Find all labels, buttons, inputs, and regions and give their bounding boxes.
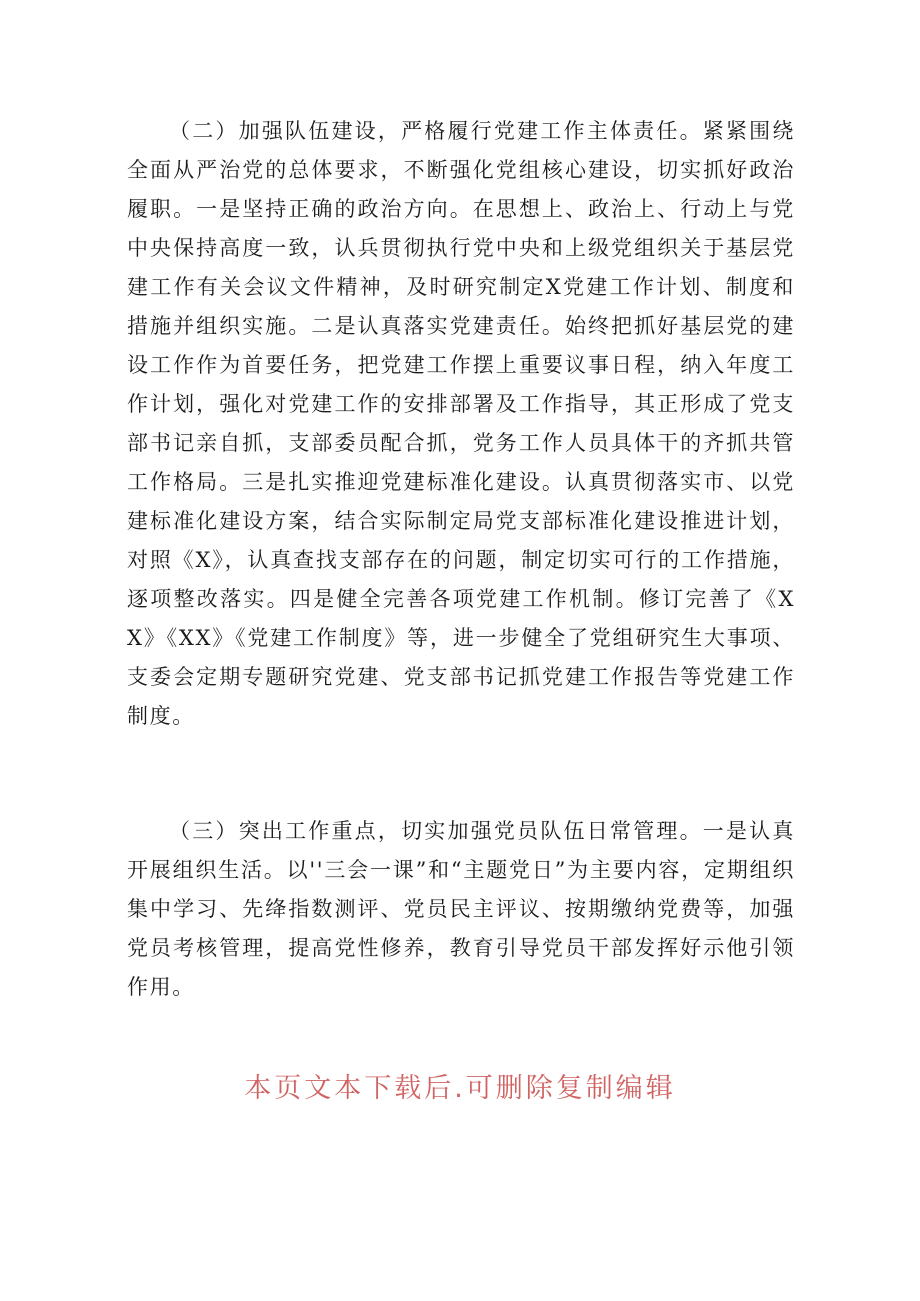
body-paragraph-section-3: （三）突出工作重点，切实加强党员队伍日常管理。一是认真开展组织生活。以''三会一课”和“主题党日”为主要内容，定期组织集中学习、先绛指数测评、党员民主评议、按期缴纳党费等，加强党员考核管理，提高党性修养，教育引导党员干部发挥好示他引领作用。 bbox=[127, 819, 795, 999]
body-paragraph-section-2: （二）加强队伍建设，严格履行党建工作主体责任。紧紧围绕全面从严治党的总体要求，不断强化党组核心建设，切实抓好政治履职。一是坚持正确的政治方向。在思想上、政治上、行动上与党中央保持高度一致，认兵贯彻执行党中央和上级党组织关于基层党建工作有关会议文件精神，及时研究制定X党建工作计划、制度和措施并组织实施。二是认真落实党建责任。始终把抓好基层党的建设工作作为首要任务，把党建工作摆上重要议事日程，纳入年度工作计划，强化对党建工作的安排部署及工作指导，其正形成了党支部书记亲自抓，支部委员配合抓，党务工作人员具体干的齐抓共管工作格局。三是扎实推迎党建标准化建设。认真贯彻落实市、以党建标准化建设方案，结合实际制定局党支部标准化建设推进计划，对照《X》，认真查找支部存在的问题，制定切实可行的工作措施，逐项整改落实。四是健全完善各项党建工作机制。修订完善了《XX》《XX》《党建工作制度》等，进一步健全了党组研究生大事项、支委会定期专题研究党建、党支部书记抓党建工作报告等党建工作制度。 bbox=[127, 119, 795, 728]
download-edit-note: 本页文本下载后.可删除复制编辑 bbox=[244, 1073, 676, 1104]
